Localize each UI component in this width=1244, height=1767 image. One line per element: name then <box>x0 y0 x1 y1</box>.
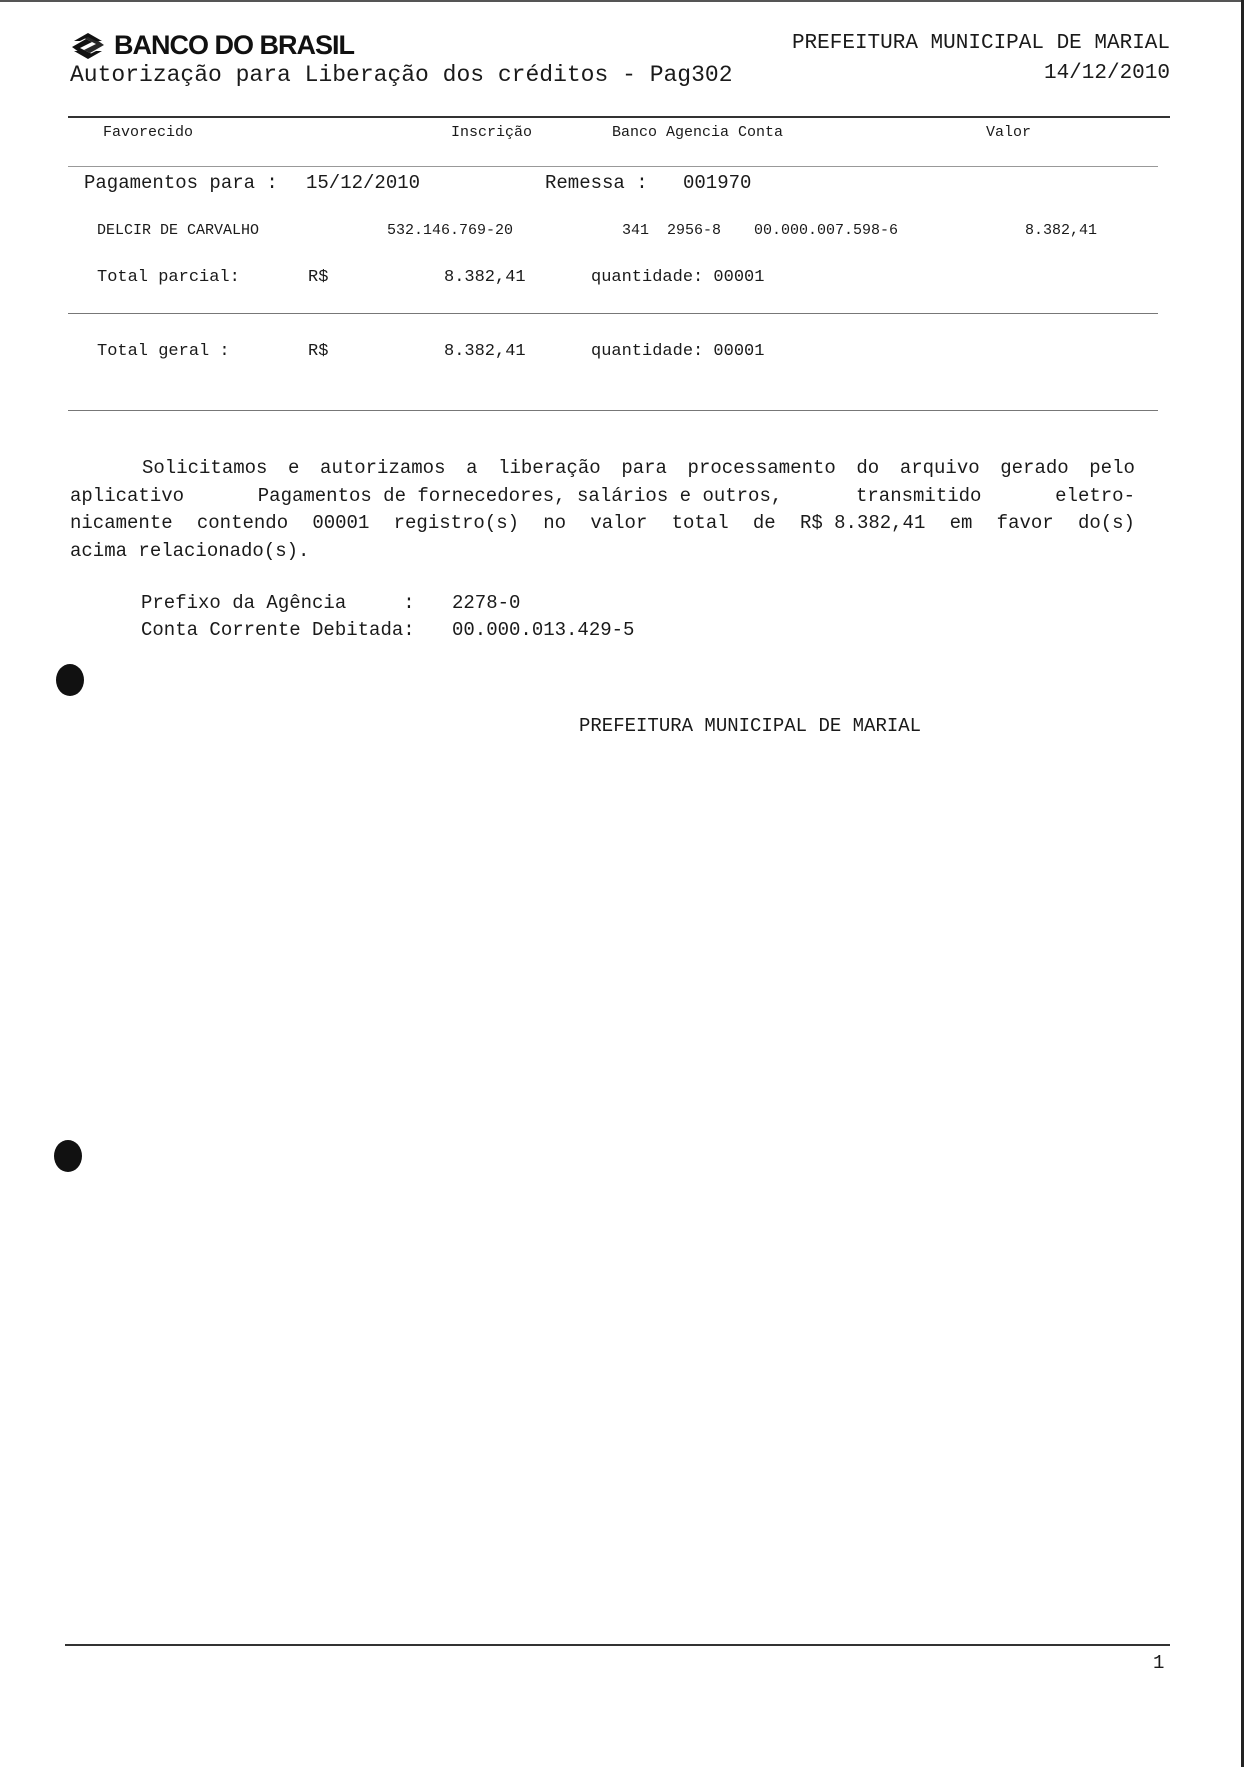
row-conta: 00.000.007.598-6 <box>754 222 899 239</box>
row-favorecido: DELCIR DE CARVALHO <box>97 222 260 239</box>
column-header-favorecido: Favorecido <box>103 124 194 141</box>
total-parcial-currency: R$ <box>308 268 329 287</box>
prefixo-agencia-value: 2278-0 <box>452 592 521 614</box>
bank-logo-text: BANCO DO BRASIL <box>114 30 354 60</box>
authorization-paragraph <box>70 455 1135 565</box>
paragraph-line-1: Solicitamos e autorizamos a liberação para processamento do arquivo gerado pelo <box>142 457 1135 479</box>
total-geral-value: 8.382,41 <box>444 342 526 361</box>
paragraph-line-3: nicamente contendo 00001 registro(s) no valor total de R$ 8.382,41 em favor do(s) <box>70 512 1135 534</box>
company-name: PREFEITURA MUNICIPAL DE MARIAL <box>791 32 1170 55</box>
total-parcial-quantity: quantidade: 00001 <box>591 268 765 287</box>
bank-logo-icon <box>70 31 106 61</box>
remessa-number: 001970 <box>683 172 752 194</box>
punch-hole-bottom <box>54 1140 82 1172</box>
total-geral-label: Total geral : <box>97 342 230 361</box>
column-header-inscricao: Inscrição <box>451 124 533 141</box>
row-banco-agencia: 341 2956-8 <box>622 222 722 239</box>
payment-date-label: Pagamentos para : <box>84 172 278 194</box>
payment-date: 15/12/2010 <box>306 172 421 194</box>
document-title: Autorização para Liberação dos créditos - Pag302 <box>70 62 733 88</box>
row-valor: 8.382,41 <box>1025 222 1098 239</box>
conta-corrente-value: 00.000.013.429-5 <box>452 619 635 641</box>
document-date: 14/12/2010 <box>1043 62 1170 85</box>
footer-rule <box>65 1644 1170 1646</box>
total-geral-currency: R$ <box>308 342 329 361</box>
header-rule <box>68 116 1170 118</box>
subtotal-rule <box>68 313 1158 314</box>
punch-hole-top <box>56 664 84 696</box>
remessa-label: Remessa : <box>545 172 648 194</box>
total-geral-quantity: quantidade: 00001 <box>591 342 765 361</box>
total-rule <box>68 410 1158 411</box>
prefixo-agencia-label: Prefixo da Agência : <box>141 592 415 614</box>
column-header-valor: Valor <box>986 124 1032 141</box>
bank-logo <box>70 30 354 61</box>
total-parcial-label: Total parcial: <box>97 268 240 287</box>
paragraph-line-2: aplicativo Pagamentos de fornecedores, salários e outros, transmitido eletro- <box>70 484 1135 507</box>
total-parcial-value: 8.382,41 <box>444 268 526 287</box>
paragraph-line-4: acima relacionado(s). <box>70 539 310 562</box>
column-header-rule <box>68 166 1158 167</box>
conta-corrente-label: Conta Corrente Debitada: <box>141 619 415 641</box>
page-number: 1 <box>1153 1652 1165 1674</box>
signature-company: PREFEITURA MUNICIPAL DE MARIAL <box>579 715 922 737</box>
column-header-banco-agencia-conta: Banco Agencia Conta <box>612 124 784 141</box>
row-inscricao: 532.146.769-20 <box>387 222 514 239</box>
page-top-edge <box>0 0 1244 2</box>
